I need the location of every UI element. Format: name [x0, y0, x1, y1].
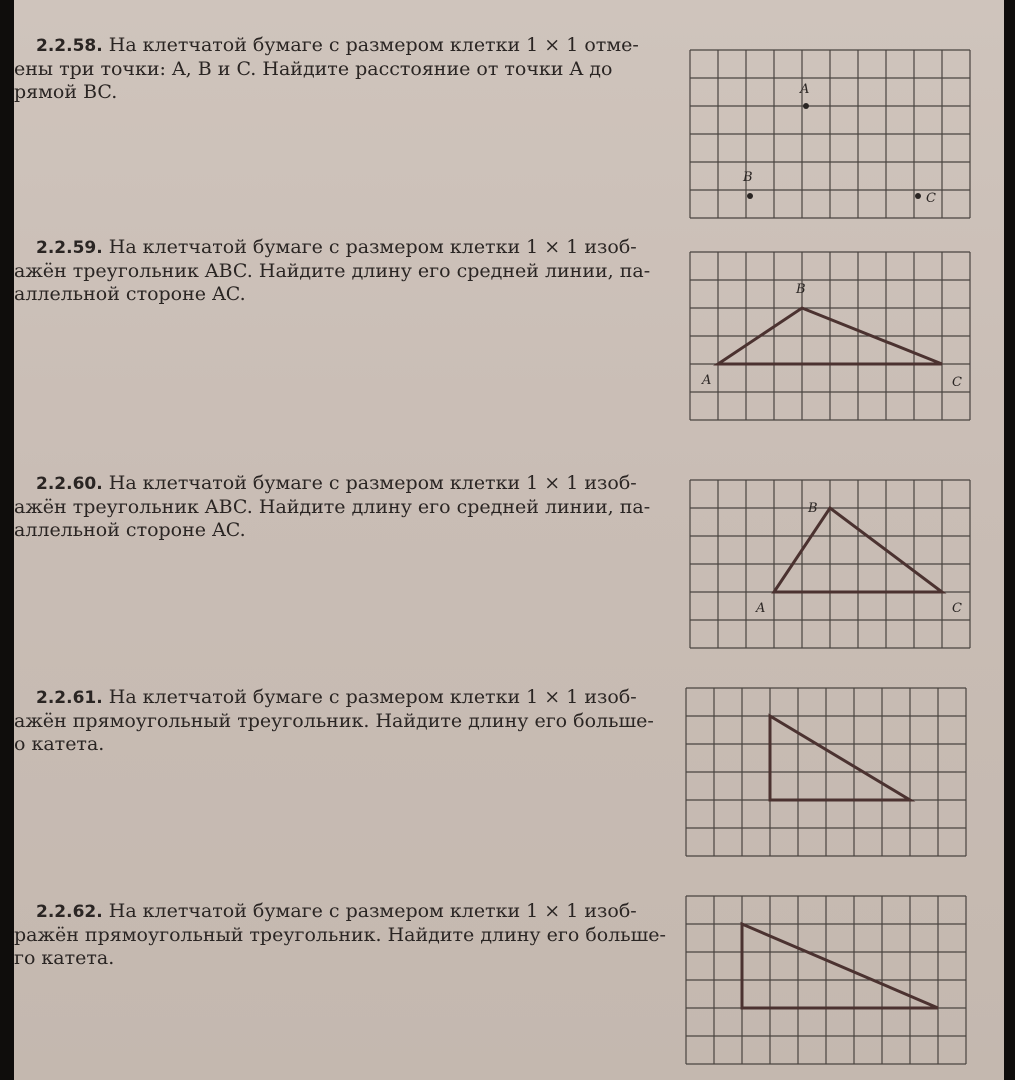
problem-text-line-1: На клетчатой бумаге с размером клетки 1 × 1 изоб- [108, 236, 637, 258]
grid-paper [684, 686, 974, 866]
problem-text-line-2: ражён прямоугольный треугольник. Найдите длину его больше- [14, 924, 666, 946]
label-b: B [743, 170, 753, 185]
label-c: C [926, 191, 936, 206]
problem-number: 2.2.59. [36, 238, 103, 258]
problem-number: 2.2.60. [36, 474, 103, 494]
grid-paper [688, 48, 978, 228]
grid-paper [688, 250, 978, 430]
grid-figure-2-2-62 [684, 894, 974, 1074]
grid-figure-2-2-60 [688, 478, 978, 658]
grid-figure-2-2-61 [684, 686, 974, 866]
problem-text-line-3: рямой BC. [14, 81, 118, 103]
label-a: A [800, 82, 810, 97]
label-b: B [796, 282, 806, 297]
problem-text-line-2: ены три точки: A, B и C. Найдите расстояние от точки A до [14, 58, 613, 80]
problem-text-line-3: о катета. [14, 733, 105, 755]
problem-text-line-2: ажён треугольник ABC. Найдите длину его средней линии, па- [14, 260, 651, 282]
label-a: A [756, 601, 766, 616]
grid-figure-2-2-59 [688, 250, 978, 430]
label-c: C [952, 375, 962, 390]
point-b [747, 193, 753, 199]
problem-text-line-3: го катета. [14, 947, 115, 969]
grid-paper [688, 478, 978, 658]
right-triangle [742, 924, 938, 1008]
problem-text-line-3: аллельной стороне AC. [14, 283, 246, 305]
problem-2-2-62 [14, 900, 674, 970]
problem-text-line-1: На клетчатой бумаге с размером клетки 1 × 1 изоб- [108, 900, 637, 922]
problem-text-line-2: ажён треугольник ABC. Найдите длину его средней линии, па- [14, 496, 651, 518]
label-a: A [702, 373, 712, 388]
problem-2-2-61 [14, 686, 674, 756]
problem-2-2-59 [14, 236, 674, 306]
grid-figure-2-2-58 [688, 48, 978, 228]
problem-text-line-1: На клетчатой бумаге с размером клетки 1 × 1 отме- [108, 34, 639, 56]
problem-number: 2.2.58. [36, 36, 103, 56]
point-c [915, 193, 921, 199]
problem-2-2-58 [14, 34, 674, 104]
problem-number: 2.2.61. [36, 688, 103, 708]
grid-paper [684, 894, 974, 1074]
book-page [14, 0, 1004, 1080]
point-a [803, 103, 809, 109]
label-c: C [952, 601, 962, 616]
problem-text-line-2: ажён прямоугольный треугольник. Найдите длину его больше- [14, 710, 654, 732]
problem-text-line-3: аллельной стороне AC. [14, 519, 246, 541]
problem-text-line-1: На клетчатой бумаге с размером клетки 1 × 1 изоб- [108, 472, 637, 494]
problem-text-line-1: На клетчатой бумаге с размером клетки 1 × 1 изоб- [108, 686, 637, 708]
label-b: B [808, 501, 818, 516]
problem-2-2-60 [14, 472, 674, 542]
right-triangle [770, 716, 910, 800]
problem-number: 2.2.62. [36, 902, 103, 922]
